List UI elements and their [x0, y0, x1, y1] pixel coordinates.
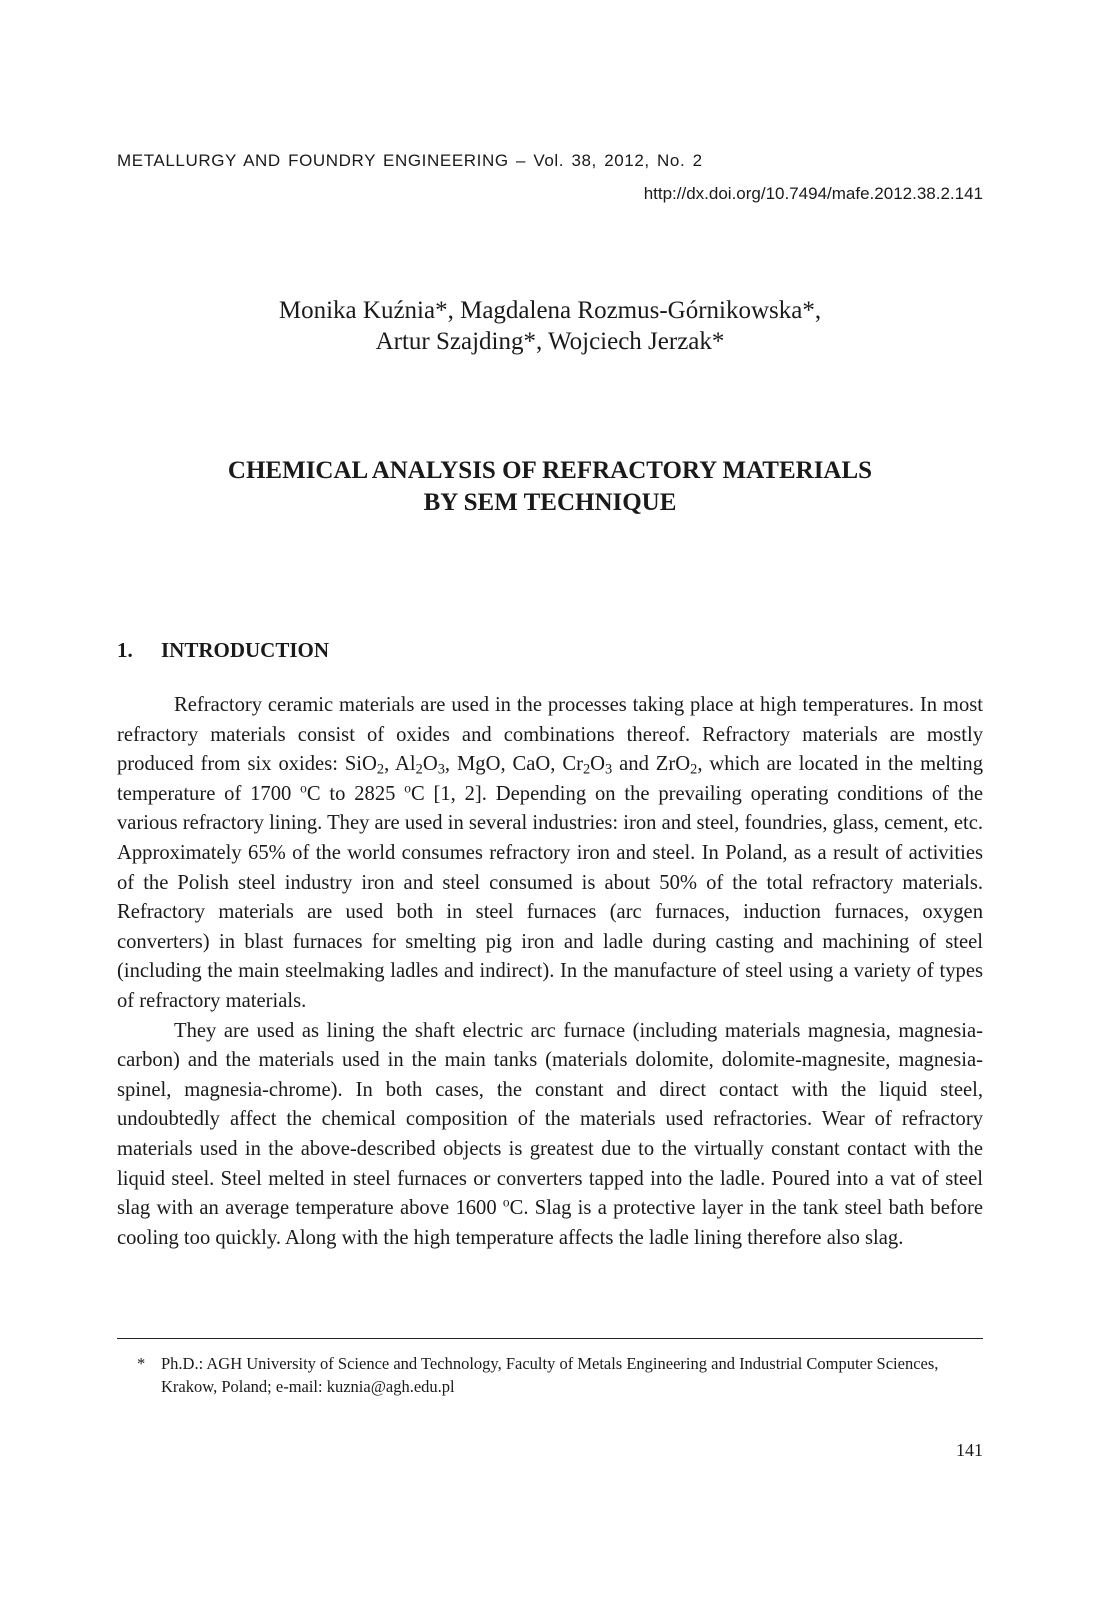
text-run: and ZrO: [612, 753, 691, 776]
section-number: 1.: [117, 638, 133, 662]
text-run: O: [590, 753, 606, 776]
footnote-mark: *: [137, 1354, 146, 1373]
superscript: o: [502, 1194, 510, 1210]
footnote-divider: [117, 1338, 983, 1339]
text-run: C. Slag is a protective layer in the tank steel bath before cooling too quickly. Along with the high temperature affects the ladle lining therefore also slag.: [117, 1197, 984, 1249]
title-line: CHEMICAL ANALYSIS OF REFRACTORY MATERIALS: [227, 457, 873, 484]
footnote: [117, 1352, 983, 1398]
text-run: O: [422, 753, 438, 776]
authors-line: Artur Szajding*, Wojciech Jerzak*: [375, 328, 725, 355]
section-heading: [117, 638, 329, 663]
text-run: , MgO, CaO, Cr: [444, 753, 583, 776]
subscript: 3: [605, 761, 613, 778]
text-run: , which are located in the melting temperature of 1700: [117, 753, 984, 805]
subscript: 2: [690, 761, 698, 778]
text-run: Refractory ceramic materials are used in the processes taking place at high temperatures. In most refractory materials consist of oxides and combinations thereof. Refractory materials are mostly produced from six oxides: SiO: [117, 694, 983, 776]
page-number: 141: [956, 1440, 983, 1460]
text-run: They are used as lining the shaft electric arc furnace (including materials magnesia, magnesia-carbon) and the materials used in the main tanks (materials dolomite, dolomite-magnesite, magnesia-spinel, magnesia-chrome). In both cases, the constant and direct contact with the liquid steel, undoubtedly affect the chemical composition of the materials used refractories. Wear of refractory materials used in the above-described objects is greatest due to the virtually constant contact with the liquid steel. Steel melted in steel furnaces or converters tapped into the ladle. Poured into a vat of steel slag with an average temperature above 1600: [117, 1019, 983, 1220]
journal-header: METALLURGY AND FOUNDRY ENGINEERING – Vol. 38, 2012, No. 2: [117, 151, 703, 170]
doi-link[interactable]: http://dx.doi.org/10.7494/mafe.2012.38.2.141: [643, 184, 983, 203]
subscript: 2: [415, 761, 423, 778]
title-line: BY SEM TECHNIQUE: [423, 489, 677, 516]
text-run: C to 2825: [306, 782, 405, 805]
paper-title: [0, 455, 1100, 519]
footnote-text: Ph.D.: AGH University of Science and Technology, Faculty of Metals Engineering and Industrial Computer Sciences, Krakow, Poland; e-mail: kuznia@agh.edu.pl: [161, 1354, 939, 1396]
superscript: o: [404, 780, 411, 796]
text-run: C [1, 2]. Depending on the prevailing operating conditions of the various refractory lining. They are used in several industries: iron and steel, foundries, glass, cement, etc. Approximately 65% of the world consumes refractory iron and steel. In Poland, as a result of activities of the Polish steel industry iron and steel consumed is about 50% of the total refractory materials. Refractory materials are used both in steel furnaces (arc furnaces, induction furnaces, oxygen converters) in blast furnaces for smelting pig iron and ladle during casting and machining of steel (including the main steelmaking ladles and indirect). In the manufacture of steel using a variety of types of refractory materials.: [117, 782, 984, 1012]
subscript: 2: [376, 761, 385, 778]
paragraph: [117, 691, 983, 1017]
paragraph: [117, 1017, 983, 1254]
text-run: , Al: [384, 753, 416, 776]
authors-block: [0, 295, 1100, 357]
subscript: 3: [437, 761, 445, 778]
subscript: 2: [582, 761, 591, 778]
authors-line: Monika Kuźnia*, Magdalena Rozmus-Górnikowska*,: [278, 297, 822, 324]
superscript: o: [300, 780, 307, 796]
body-text: [117, 691, 983, 1253]
section-title: INTRODUCTION: [161, 638, 330, 662]
